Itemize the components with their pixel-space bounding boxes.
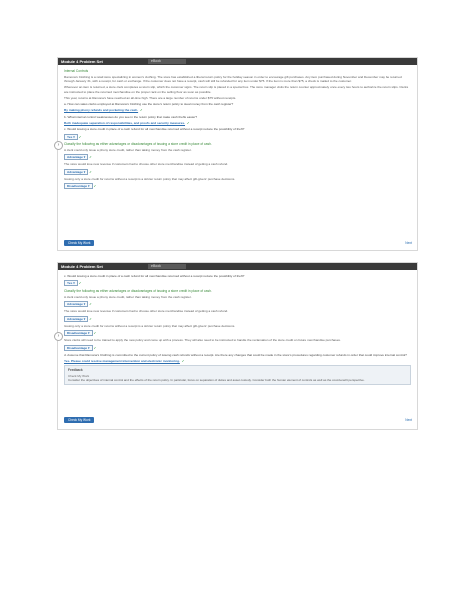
problem-panel-2 bbox=[57, 262, 418, 430]
panel-header bbox=[58, 58, 417, 65]
checkmark-icon: ✓ bbox=[139, 108, 143, 113]
statement-1: A clerk could only issue a phony store credit, rather than taking money from the cash register. bbox=[64, 294, 192, 299]
checkmark-icon: ✓ bbox=[93, 331, 97, 336]
checkmark-icon: ✓ bbox=[93, 345, 97, 350]
answer-d-dropdown[interactable]: Yes. Please could resolve management intervention and electronic monitoring. bbox=[64, 359, 180, 364]
section-title: Internal Controls bbox=[64, 69, 89, 73]
statement-1-value: Advantage bbox=[67, 155, 83, 160]
checkmark-icon: ✓ bbox=[186, 120, 190, 125]
checkmark-icon: ✓ bbox=[89, 155, 92, 160]
answer-c-value: Yes bbox=[67, 134, 73, 139]
chevron-down-icon: ▾ bbox=[88, 184, 90, 189]
statement-1-value: Advantage bbox=[67, 301, 83, 306]
statement-1: A clerk could only issue a phony store credit, rather than taking money from the cash register. bbox=[64, 147, 192, 152]
problem-panel-1 bbox=[57, 57, 418, 251]
statement-2-dropdown[interactable] bbox=[64, 169, 88, 175]
panel-body bbox=[58, 65, 417, 189]
panel-title: Module 4 Problem Set bbox=[61, 59, 103, 64]
answer-c-dropdown[interactable] bbox=[64, 134, 78, 140]
statement-2: The store would lose new revenue if customers had to choose other store merchandise instead of getting a cash refund. bbox=[64, 162, 229, 167]
statement-4: Store clerks will need to be trained to apply the new policy and come up with a process. They will also need to be instructed to handle the reclamation of the store credit on future merchandise purchases. bbox=[64, 338, 341, 343]
question-c: c. Would issuing a store credit in place of a cash refund for all merchandise returned without a receipt reduce the possibility of theft? bbox=[64, 127, 245, 132]
checkmark-icon: ✓ bbox=[93, 184, 97, 189]
feedback-box bbox=[64, 365, 411, 384]
statement-3-dropdown[interactable] bbox=[64, 330, 93, 336]
chevron-down-icon: ▾ bbox=[73, 134, 75, 139]
panel-header bbox=[58, 263, 417, 270]
statement-3: Issuing only a store credit for returns without a receipt is a stricter return policy that may affect gift-givers' purchase decisions. bbox=[64, 177, 236, 182]
statement-2-dropdown[interactable] bbox=[64, 316, 88, 322]
feedback-text: Consider the objectives of internal control and the effects of the return policy. In particular, focus on separation of duties and asset custody. Consider both the human element of controls as well as the cost-benefit perspective. bbox=[68, 377, 365, 382]
classify-instruction: Classify the following as either advantages or disadvantages of issuing a store credit in place of cash. bbox=[64, 288, 212, 293]
chevron-down-icon: ▾ bbox=[88, 331, 90, 336]
intro-paragraph: Whenever an item is returned, a store clerk completes a return slip, which the customer signs. The return slip is placed in a special box. The store manager visits the return counter approximately once every two hours to authorize the return slips. Clerks are instructed to place the returned merchandise on the proper rack on the selling floor as soon as possible. bbox=[64, 85, 409, 94]
question-d: d. Assume that Ramona's Clothing is committed to the current policy of issuing cash refunds without a receipt. Are there any changes that could be made in the store's procedures regarding customer refunds in order that could improve internal control? bbox=[64, 352, 407, 357]
chevron-down-icon: ▾ bbox=[83, 155, 86, 160]
intro-paragraph: This year, returns at Ramona's have reached an all-time high. There are a large number of returns under $75 without receipts. bbox=[64, 95, 237, 100]
checkmark-icon: ✓ bbox=[78, 281, 82, 286]
feedback-heading: Feedback bbox=[68, 368, 83, 373]
chevron-right-icon[interactable]: › bbox=[54, 332, 63, 341]
statement-3-dropdown[interactable] bbox=[64, 183, 93, 189]
ebook-tab[interactable]: eBook bbox=[148, 59, 186, 64]
chevron-right-icon[interactable]: › bbox=[54, 141, 63, 150]
statement-1-dropdown[interactable] bbox=[64, 301, 88, 307]
answer-a-dropdown[interactable]: By making phony refunds and pocketing the cash. bbox=[64, 108, 139, 113]
statement-4-value: Disadvantage bbox=[67, 345, 88, 350]
next-link[interactable]: Next bbox=[405, 418, 412, 422]
answer-b-dropdown[interactable]: Both inadequate separation of responsibilities, and proofs and security measures. bbox=[64, 120, 186, 125]
statement-3: Issuing only a store credit for returns without a receipt is a stricter return policy that may affect gift-givers' purchase decisions. bbox=[64, 323, 236, 328]
intro-paragraph: Ramona's Clothing is a retail store specializing in women's clothing. The store has established a liberal return policy for the holiday season in order to encourage gift purchases. Any item purchased during November and December may be returned through January 31, with a receipt, for cash or exchange. If the customer does not have a receipt, cash will still be refunded for any item under $75. If the item is more than $75, a check is mailed to the customer. bbox=[64, 75, 402, 84]
chevron-down-icon: ▾ bbox=[83, 316, 86, 321]
check-my-work-button[interactable]: Check My Work bbox=[64, 417, 94, 423]
question-a: a. How can sales clerks employed at Ramona's Clothing use the store's return policy to steal money from the cash register? bbox=[64, 102, 234, 107]
panel-title: Module 4 Problem Set bbox=[61, 264, 103, 269]
check-my-work-button[interactable]: Check My Work bbox=[64, 240, 94, 246]
next-link[interactable]: Next bbox=[405, 241, 412, 245]
chevron-down-icon: ▾ bbox=[73, 281, 75, 286]
ebook-tab[interactable]: eBook bbox=[148, 264, 186, 269]
classify-instruction: Classify the following as either advantages or disadvantages of issuing a store credit in place of cash. bbox=[64, 141, 212, 146]
question-b: b. What internal control weaknesses do you see in the return policy that make cash thefts easier? bbox=[64, 114, 198, 119]
feedback-subheading: Check My Work bbox=[68, 373, 90, 378]
question-c: c. Would issuing a store credit in place of a cash refund for all merchandise returned without a receipt reduce the possibility of theft? bbox=[64, 274, 245, 278]
chevron-down-icon: ▾ bbox=[83, 169, 86, 174]
statement-2: The store would lose new revenue if customers had to choose other store merchandise instead of getting a cash refund. bbox=[64, 309, 229, 314]
checkmark-icon: ✓ bbox=[89, 301, 92, 306]
checkmark-icon: ✓ bbox=[181, 359, 185, 364]
chevron-down-icon: ▾ bbox=[83, 301, 86, 306]
answer-c-value: Yes bbox=[67, 281, 73, 286]
checkmark-icon: ✓ bbox=[89, 169, 92, 174]
checkmark-icon: ✓ bbox=[78, 134, 82, 139]
statement-2-value: Advantage bbox=[67, 316, 83, 321]
statement-3-value: Disadvantage bbox=[67, 184, 88, 189]
answer-c-dropdown[interactable] bbox=[64, 280, 78, 286]
checkmark-icon: ✓ bbox=[89, 316, 92, 321]
statement-1-dropdown[interactable] bbox=[64, 154, 88, 160]
statement-3-value: Disadvantage bbox=[67, 331, 88, 336]
panel-body bbox=[58, 270, 417, 385]
statement-2-value: Advantage bbox=[67, 169, 83, 174]
chevron-down-icon: ▾ bbox=[88, 345, 90, 350]
statement-4-dropdown[interactable] bbox=[64, 345, 93, 351]
